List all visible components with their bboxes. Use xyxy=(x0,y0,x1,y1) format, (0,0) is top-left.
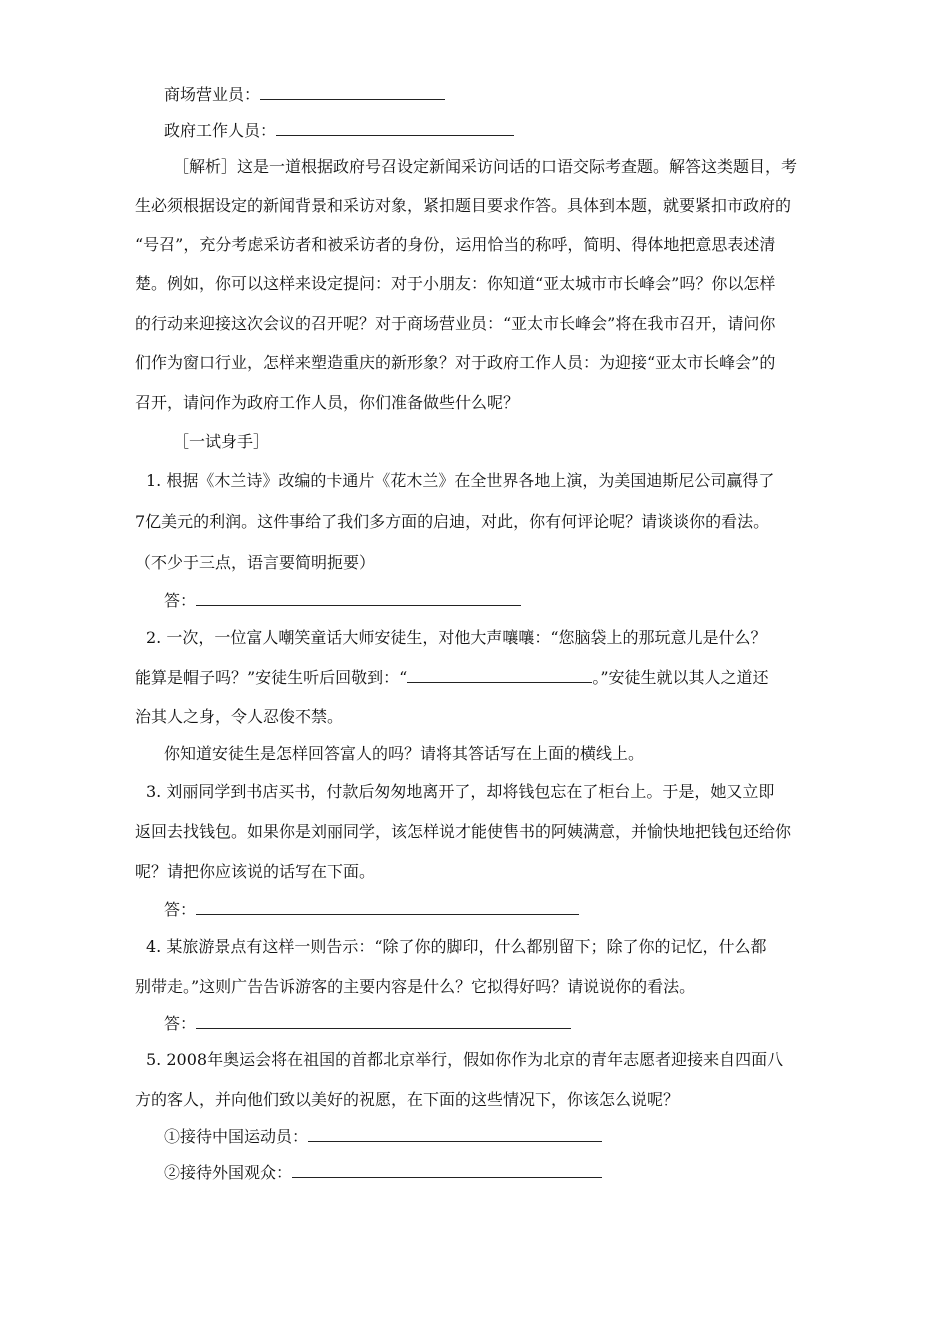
question-5-line: 方的客人，并向他们致以美好的祝愿，在下面的这些情况下，你该怎么说呢？ xyxy=(135,1090,680,1109)
analysis-line: 召开，请问作为政府工作人员，你们准备做些什么呢？ xyxy=(135,393,520,412)
answer-blank[interactable] xyxy=(292,1163,602,1178)
analysis-line: “号召”，充分考虑采访者和被采访者的身份，运用恰当的称呼，简明、得体地把意思表述清 xyxy=(135,235,776,254)
official-label: 政府工作人员： xyxy=(164,121,277,140)
analysis-line: 生必须根据设定的新闻背景和采访对象，紧扣题目要求作答。具体到本题，就要紧扣市政府的 xyxy=(135,196,792,215)
official-answer-blank[interactable] xyxy=(276,121,514,136)
question-4-answer xyxy=(164,1014,571,1034)
answer-blank[interactable] xyxy=(196,1014,571,1029)
answer-blank[interactable] xyxy=(308,1127,602,1142)
answer-label: 答： xyxy=(164,591,197,610)
question-3-line: 呢？请把你应该说的话写在下面。 xyxy=(135,862,376,881)
question-5-item-1: ①接待中国运动员： xyxy=(164,1127,602,1147)
answer-label: 答： xyxy=(164,900,197,919)
question-4-line: 4. 某旅游景点有这样一则告示：“除了你的脚印，什么都别留下；除了你的记忆，什么都 xyxy=(146,937,767,956)
question-5-line: 5. 2008年奥运会将在祖国的首都北京举行，假如你作为北京的青年志愿者迎接来自四面八 xyxy=(146,1050,784,1069)
analysis-line: 楚。例如，你可以这样来设定提问：对于小朋友：你知道“亚太城市市长峰会”吗？你以怎样 xyxy=(135,274,776,293)
question-2-line: 2. 一次，一位富人嘲笑童话大师安徒生，对他大声嚷嚷：“您脑袋上的那玩意儿是什么？ xyxy=(146,628,767,647)
answer-blank[interactable] xyxy=(196,900,579,915)
clerk-answer-blank[interactable] xyxy=(260,85,445,100)
question-2-instruction: 你知道安徒生是怎样回答富人的吗？请将其答话写在上面的横线上。 xyxy=(164,744,645,763)
analysis-line: ［解析］这是一道根据政府号召设定新闻采访问话的口语交际考查题。解答这类题目，考 xyxy=(173,157,798,176)
answer-blank[interactable] xyxy=(407,668,592,683)
question-2-line: 治其人之身，令人忍俊不禁。 xyxy=(135,707,344,726)
clerk-question-line xyxy=(164,85,445,105)
section-title: ［一试身手］ xyxy=(173,432,270,451)
question-1-line: 1. 根据《木兰诗》改编的卡通片《花木兰》在全世界各地上演，为美国迪斯尼公司赢得了 xyxy=(146,471,775,490)
question-4-line: 别带走。”这则广告告诉游客的主要内容是什么？它拟得好吗？请说说你的看法。 xyxy=(135,977,696,996)
question-1-answer xyxy=(164,591,521,611)
answer-blank[interactable] xyxy=(196,591,521,606)
question-3-answer xyxy=(164,900,579,920)
question-2-line: 能算是帽子吗？”安徒生听后回敬到：“ 。”安徒生就以其人之道还 xyxy=(135,668,769,687)
question-3-line: 返回去找钱包。如果你是刘丽同学，该怎样说才能使售书的阿姨满意，并愉快地把钱包还给你 xyxy=(135,822,792,841)
question-5-item-2: ②接待外国观众： xyxy=(164,1163,602,1183)
question-1-line: 7亿美元的利润。这件事给了我们多方面的启迪，对此，你有何评论呢？请谈谈你的看法。 xyxy=(135,512,770,531)
clerk-label: 商场营业员： xyxy=(164,85,261,104)
official-question-line xyxy=(164,121,514,141)
answer-label: 答： xyxy=(164,1014,197,1033)
analysis-line: 的行动来迎接这次会议的召开呢？对于商场营业员：“亚太市长峰会”将在我市召开，请问你 xyxy=(135,314,776,333)
question-3-line: 3. 刘丽同学到书店买书，付款后匆匆地离开了，却将钱包忘在了柜台上。于是，她又立即 xyxy=(146,782,775,801)
analysis-line: 们作为窗口行业，怎样来塑造重庆的新形象？对于政府工作人员：为迎接“亚太市长峰会”的 xyxy=(135,353,776,372)
question-1-line: （不少于三点，语言要简明扼要） xyxy=(135,553,376,572)
